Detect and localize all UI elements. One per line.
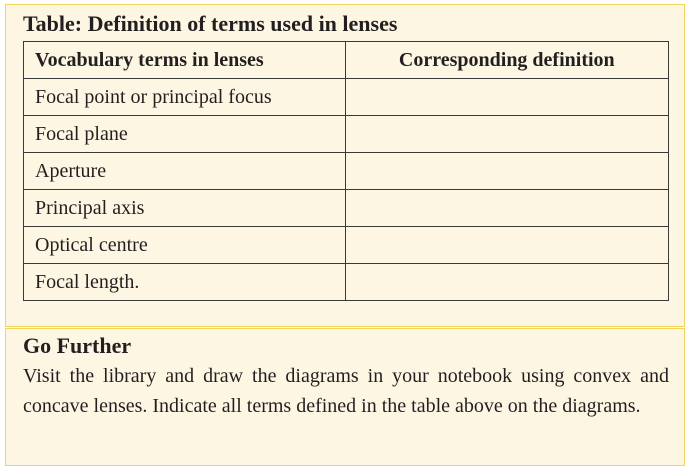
table-panel [5,4,685,327]
term-cell: Focal point or principal focus [24,79,346,116]
table-row [24,116,669,153]
header-vocabulary-terms: Vocabulary terms in lenses [24,42,346,79]
definition-cell [345,264,668,301]
definition-cell [345,116,668,153]
table-header-row [24,42,669,79]
table-row [24,79,669,116]
table-row [24,227,669,264]
go-further-title: Go Further [23,333,132,358]
table-row [24,190,669,227]
definition-cell [345,190,668,227]
term-cell: Principal axis [24,190,346,227]
table-title: Table: Definition of terms used in lenses [23,11,398,36]
table-row [24,153,669,190]
term-cell: Aperture [24,153,346,190]
definition-cell [345,153,668,190]
go-further-panel [5,328,685,466]
term-cell: Focal plane [24,116,346,153]
definition-cell [345,227,668,264]
table-row [24,264,669,301]
terms-table [23,41,669,301]
header-corresponding-definition: Corresponding definition [345,42,668,79]
term-cell: Focal length. [24,264,346,301]
go-further-text: Visit the library and draw the diagrams in your notebook using convex and concave lenses. Indicate all terms defined in the table above on the diagrams. [23,365,669,417]
definition-cell [345,79,668,116]
term-cell: Optical centre [24,227,346,264]
